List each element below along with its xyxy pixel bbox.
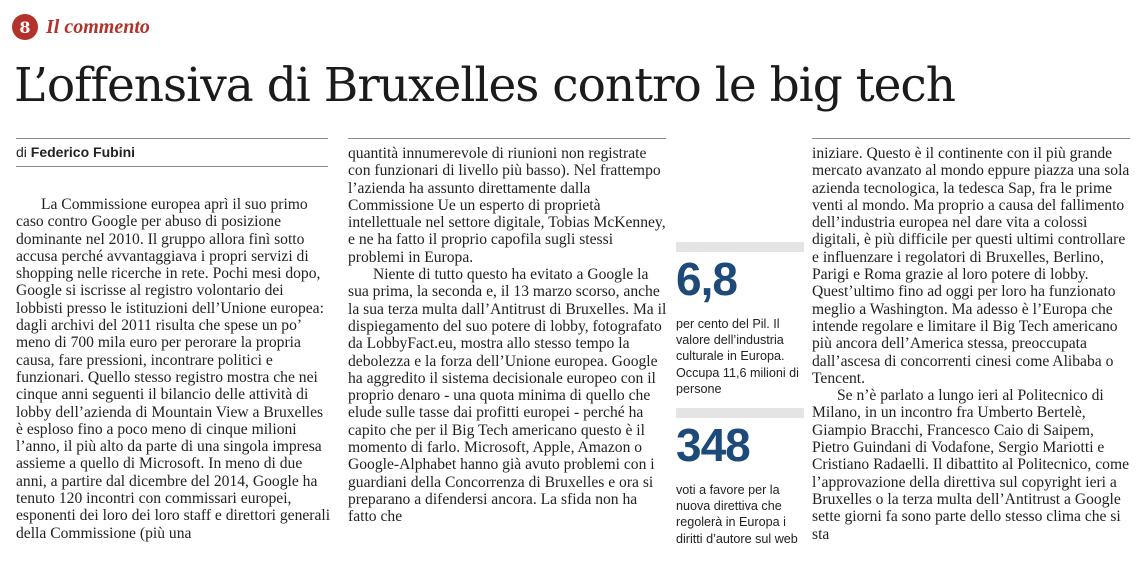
byline	[16, 144, 135, 160]
byline-prefix: di	[16, 144, 27, 160]
section-badge-icon: 8	[12, 14, 38, 40]
article-column-2	[348, 145, 668, 526]
article-column-3	[812, 145, 1130, 543]
column3-paragraph-1: iniziare. Questo è il continente con il più grande mercato avanzato al mondo eppure piazza una sola azienda tecnologica, la tedesca Sap, fra le prime venti al mondo. Ma proprio a causa del fallimento dell’industria europea nel dare vita a colossi digitali, è più difficile per questi ultimi controllare e influenzare i regolatori di Bruxelles, Berlino, Parigi e Roma grazie al loro potere di lobby. Quest’ultimo fino ad oggi per loro ha funzionato meglio a Washington. Ma adesso è l’Europa che intende regolare e limitare il Big Tech americano più ancora dell’America stessa, preoccupata dall’ascesa di concorrenti cinesi come Alibaba o Tencent.	[812, 145, 1130, 387]
stat-box-1-number: 6,8	[676, 253, 737, 305]
stat-box-2-text: voti a favore per la nuova direttiva che regolerà in Europa i diritti d’autore sul web	[676, 483, 798, 546]
stat-box-1-rule	[676, 242, 804, 252]
column3-top-rule	[812, 138, 1130, 139]
byline-bottom-rule	[16, 166, 328, 167]
column1-paragraph-1: La Commissione europea aprì il suo primo caso contro Google per abuso di posizione dominante nel 2010. Il gruppo allora finì sotto accusa perché avvantaggiava i propri servizi di shopping nelle ricerche in rete. Pochi mesi dopo, Google si iscrisse al registro volontario dei lobbisti presso le istituzioni dell’Unione europea: dagli archivi del 2011 risulta che spese un po’ meno di 700 mila euro per perorare la propria causa, fare pressioni, incontrare politici e funzionari. Quello stesso registro mostra che nei cinque anni seguenti il bilancio delle attività di lobby dell’azienda di Mountain View a Bruxelles è esploso fino a poco meno di cinque milioni l’anno, il più alto da parte di una singola impresa assieme a quello di Microsoft. In meno di due anni, a partire dal dicembre del 2014, Google ha tenuto 120 incontri con commissari europei, esponenti dei loro dei loro staff e direttori generali della Commissione (più una	[16, 196, 331, 542]
section-kicker	[12, 14, 150, 40]
stat-box-1	[676, 242, 804, 397]
article-column-1	[16, 196, 332, 542]
column2-top-rule	[348, 138, 666, 139]
column2-paragraph-1: quantità innumerevole di riunioni non registrate con funzionari di livello più basso). Nel frattempo l’azienda ha assunto direttamente dalla Commissione Ue un esperto di proprietà intellettuale nel settore digitale, Tobias McKenney, e ne ha fatto il proprio capofila sugli stessi problemi in Europa.	[348, 145, 666, 266]
section-label: Il commento	[46, 15, 150, 38]
column3-paragraph-2: Se n’è parlato a lungo ieri al Politecnico di Milano, in un incontro fra Umberto Bertelè, Giampio Bracchi, Francesco Caio di Saipem, Pietro Guindani di Vodafone, Sergio Mariotti e Cristiano Radaelli. Il dibattito al Politecnico, come l’approvazione della direttiva sul copyright ieri a Bruxelles o la terza multa dell’Antitrust a Google sette giorni fa sono parte dello stesso clima che si sta	[812, 387, 1129, 543]
stat-box-2	[676, 408, 804, 547]
article-headline: L’offensiva di Bruxelles contro le big tech	[14, 58, 956, 113]
column2-paragraph-2: Niente di tutto questo ha evitato a Google la sua prima, la seconda e, il 13 marzo scorso, anche la sua terza multa dall’Antitrust di Bruxelles. Ma il dispiegamento del suo potere di lobby, fotografato da LobbyFact.eu, mostra allo stesso tempo la debolezza e la forza dell’Unione europea. Google ha aggredito il sistema decisionale europeo con il proprio denaro - una quota minima di quello che elude sulle tasse dai profitti europei - perché ha capito che per il Big Tech americano questo è il momento di farlo. Microsoft, Apple, Amazon o Google-Alphabet hanno già avuto problemi con i guardiani della Concorrenza di Bruxelles e ora si preparano a difendersi ancora. La sfida non ha fatto che	[348, 266, 667, 526]
byline-author: Federico Fubini	[30, 144, 136, 160]
stat-box-2-rule	[676, 408, 804, 418]
stat-box-2-number: 348	[676, 419, 750, 471]
byline-top-rule	[16, 138, 328, 139]
stat-box-1-text: per cento del Pil. Il valore dell’industria culturale in Europa. Occupa 11,6 milioni di persone	[676, 317, 799, 396]
